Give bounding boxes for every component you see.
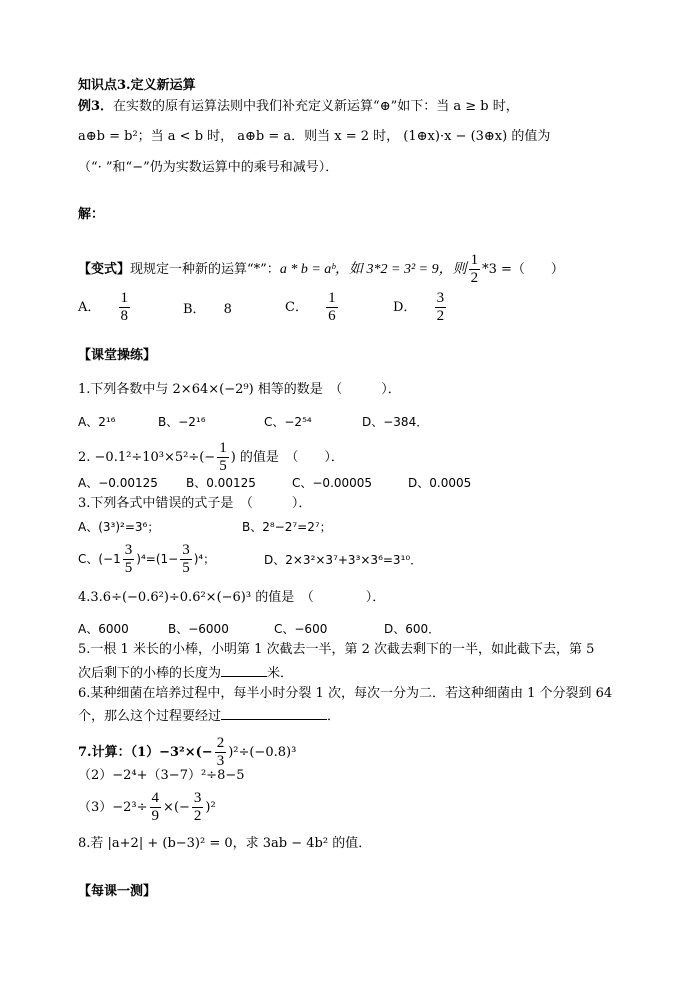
q1-option-d: D、−384． — [362, 415, 429, 429]
q3-stem: 3.下列各式中错误的式子是 （ ）． — [78, 496, 312, 511]
q3-option-a: A、(3³)²=3⁶； — [78, 520, 160, 534]
example3-text1: 在实数的原有运算法则中我们补充定义新运算“⊕”如下：当 a ≥ b 时， — [113, 99, 519, 114]
variant-fraction: $\frac{1}{2}$ — [470, 252, 479, 286]
q4-stem: 4.3.6÷(−0.6²)÷0.6²×(−6)³ 的值是 （ ）． — [78, 590, 386, 605]
q4-options — [78, 620, 638, 636]
q8-text: 8.若 |a+2| + (b−3)² = 0，求 3ab − 4b² 的值． — [78, 836, 372, 851]
q4-option-d: D、600． — [384, 622, 441, 636]
q4-option-a: A、6000 — [78, 622, 129, 636]
section-title: 知识点3.定义新运算 — [78, 78, 196, 93]
q2-stem: 2. −0.1²÷10³×5²÷(− $\frac{1}{5}$ ) 的值是 （ ）． — [78, 440, 344, 474]
variant-option-d: D． $\frac{3}{2}$ — [393, 290, 445, 324]
q7-part3: （3）−2³÷ $\frac{4}{9}$ ×(− $\frac{3}{2}$ )² — [78, 790, 216, 824]
variant-expr: a * b = aᵇ，如 3*2 = 3² = 9，则 — [279, 262, 467, 277]
q6-line2: 个，那么这个过程要经过 ． — [78, 709, 341, 724]
q2-option-d: D、0.0005 — [408, 476, 472, 490]
variant-text: 现规定一种新的运算“*”： — [130, 262, 280, 277]
q1-option-c: C、−2⁵⁴ — [264, 415, 312, 429]
variant-option-c: C． $\frac{1}{6}$ — [285, 290, 336, 324]
q5-line1: 5.一根 1 米长的小棒，小明第 1 次截去一半，第 2 次截去剩下的一半，如此截下去，第 5 — [78, 642, 595, 657]
variant-option-b: B． 8 — [183, 302, 232, 317]
q2-option-a: A、−0.00125 — [78, 476, 158, 490]
q5-line2: 次后剩下的小棒的长度为 米． — [78, 666, 294, 681]
variant-line — [78, 252, 564, 287]
q5-answer-blank[interactable] — [221, 664, 267, 677]
q3-options-ab — [78, 518, 638, 534]
q3-options-cd — [78, 542, 638, 576]
q6-line1: 6.某种细菌在培养过程中，每半小时分裂 1 次，每次一分为二．若这种细菌由 1 个分裂到 64 — [78, 686, 613, 701]
example3-line2: a⊕b = b²；当 a < b 时， a⊕b = a．则当 x = 2 时， (1⊕x)·x − (3⊕x) 的值为 — [78, 129, 551, 144]
q4-option-b: B、−6000 — [168, 622, 229, 636]
q1-options — [78, 413, 638, 429]
classroom-header: 【课堂操练】 — [78, 348, 157, 363]
solution-label: 解： — [78, 207, 105, 222]
q1-stem: 1.下列各数中与 2×64×(−2⁹) 相等的数是 （ ）． — [78, 382, 401, 397]
q3-option-c: C、(−1 $\frac{3}{5}$ )⁴=(1− $\frac{3}{5}$ )⁴； — [78, 542, 216, 576]
variant-tail: *3 =（ ） — [482, 262, 564, 277]
q3-option-b: B、2⁸−2⁷=2⁷； — [242, 520, 332, 534]
daily-test-header: 【每课一测】 — [78, 884, 157, 899]
q3-option-d: D、2×3²×3⁷+3³×3⁶=3¹⁰． — [264, 553, 423, 567]
q6-answer-blank[interactable] — [221, 707, 327, 720]
q4-option-c: C、−600 — [274, 622, 328, 636]
example3-line3: （“· ”和“−”仍为实数运算中的乘号和减号）． — [78, 160, 339, 175]
example3-label: 例3． — [78, 99, 114, 114]
variant-option-a: A． $\frac{1}{8}$ — [78, 290, 129, 324]
q2-option-c: C、−0.00005 — [292, 476, 373, 490]
q7-part2: （2）−2⁴+（3−7）²÷8−5 — [78, 768, 245, 783]
q2-options — [78, 474, 638, 490]
q2-option-b: B、0.00125 — [186, 476, 256, 490]
q1-option-b: B、−2¹⁶ — [158, 415, 206, 429]
q1-option-a: A、2¹⁶ — [78, 415, 116, 429]
example3-line1 — [78, 99, 519, 115]
variant-tag: 【变式】 — [78, 262, 131, 277]
q7-part1: 7.计算：（1）−3²×(− $\frac{2}{3}$ )²÷(−0.8)³ — [78, 735, 297, 769]
